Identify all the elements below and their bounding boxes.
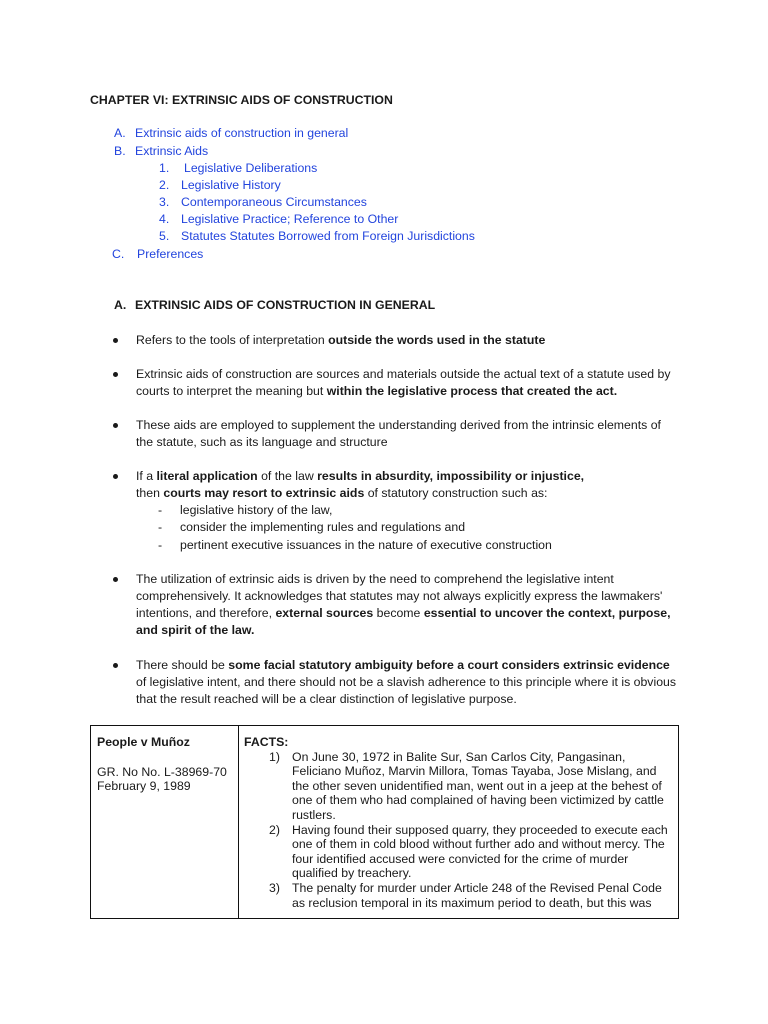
fact-text: Having found their supposed quarry, they proceeded to execute each one of them in cold blood without further ado and without mercy. The four identified accused were convicted for the crime of murder qualified by treachery.: [292, 822, 668, 881]
bullet-dot: [113, 372, 118, 377]
bullet-text: These aids are employed to supplement the understanding derived from the intrinsic elements of the statute, such as its language and structure: [136, 418, 661, 449]
bullet-text: If a literal application of the law results in absurdity, impossibility or injustice, then courts may resort to extrinsic aids of statutory construction such as:: [136, 469, 585, 500]
bullet-dot: [113, 474, 118, 479]
fact-number: 2): [269, 822, 280, 837]
bullet-dot: [113, 663, 118, 668]
fact-number: 3): [269, 880, 280, 895]
case-table: [90, 725, 679, 919]
dash-text: consider the implementing rules and regulations and: [180, 520, 466, 534]
section-title: EXTRINSIC AIDS OF CONSTRUCTION IN GENERAL: [135, 298, 436, 312]
toc-subitem-marker: 3.: [159, 195, 170, 209]
fact-item: [244, 823, 672, 881]
bullet-dot: [113, 577, 118, 582]
toc-subitem-label: Legislative Practice; Reference to Other: [181, 212, 399, 226]
bullet-dot: [113, 338, 118, 343]
bullet-text: There should be some facial statutory ambiguity before a court considers extrinsic evidence of legislative intent, and there should not be a slavish adherence to this principle where it is obvious that the result reached will be a clear distinction of legislative purpose.: [136, 658, 677, 706]
case-name: People v Muñoz: [97, 735, 190, 749]
toc-subitem-label: Legislative History: [181, 178, 281, 192]
fact-text: The penalty for murder under Article 248 of the Revised Penal Code as reclusion temporal in its maximum period to death, but this was: [292, 880, 662, 910]
fact-number: 1): [269, 749, 280, 764]
toc-subitem-label: Contemporaneous Circumstances: [181, 195, 367, 209]
bullet-text: Extrinsic aids of construction are sources and materials outside the actual text of a statute used by courts to interpret the meaning but within the legislative process that created the act.: [136, 367, 671, 398]
section-marker: A.: [114, 298, 127, 312]
toc-label: Preferences: [137, 247, 204, 261]
dash-text: legislative history of the law,: [180, 503, 333, 517]
dash-marker: -: [158, 538, 163, 552]
toc-label: Extrinsic Aids: [135, 144, 209, 158]
dash-marker: -: [158, 503, 163, 517]
case-info-cell: [91, 726, 239, 919]
bullet-text: Refers to the tools of interpretation outside the words used in the statute: [136, 333, 546, 347]
dash-text: pertinent executive issuances in the nature of executive construction: [180, 538, 552, 552]
case-facts-cell: [239, 726, 679, 919]
facts-heading: FACTS:: [244, 735, 289, 749]
toc-marker: C.: [112, 247, 125, 261]
bullet-dot: [113, 423, 118, 428]
toc-marker: A.: [114, 126, 126, 140]
fact-item: [244, 881, 672, 910]
toc-subitem-marker: 2.: [159, 178, 170, 192]
toc-subitem-marker: 1.: [159, 161, 170, 175]
toc-subitem-label: Statutes Statutes Borrowed from Foreign Jurisdictions: [181, 229, 475, 243]
toc-subitem-label: Legislative Deliberations: [184, 161, 318, 175]
case-gr-number: GR. No No. L-38969-70: [97, 764, 227, 779]
toc-subitem-marker: 5.: [159, 229, 170, 243]
toc-label: Extrinsic aids of construction in general: [135, 126, 349, 140]
fact-text: On June 30, 1972 in Balite Sur, San Carlos City, Pangasinan, Feliciano Muñoz, Marvin Millora, Tomas Tayaba, Jose Mislang, and the other seven unidentified man, went out in a jeep at the behest of one of them who had complained of having been victimized by cattle rustlers.: [292, 749, 664, 822]
dash-marker: -: [158, 520, 163, 534]
chapter-title: CHAPTER VI: EXTRINSIC AIDS OF CONSTRUCTION: [90, 93, 393, 107]
case-date: February 9, 1989: [97, 779, 191, 794]
fact-item: [244, 750, 672, 823]
toc-marker: B.: [114, 144, 126, 158]
toc-subitem-marker: 4.: [159, 212, 170, 226]
bullet-text: The utilization of extrinsic aids is driven by the need to comprehend the legislative intent comprehensively. It acknowledges that statutes may not always explicitly express the lawmakers' intentions, and therefore, external sources become essential to uncover the context, purpose, and spirit of the law.: [136, 572, 671, 637]
